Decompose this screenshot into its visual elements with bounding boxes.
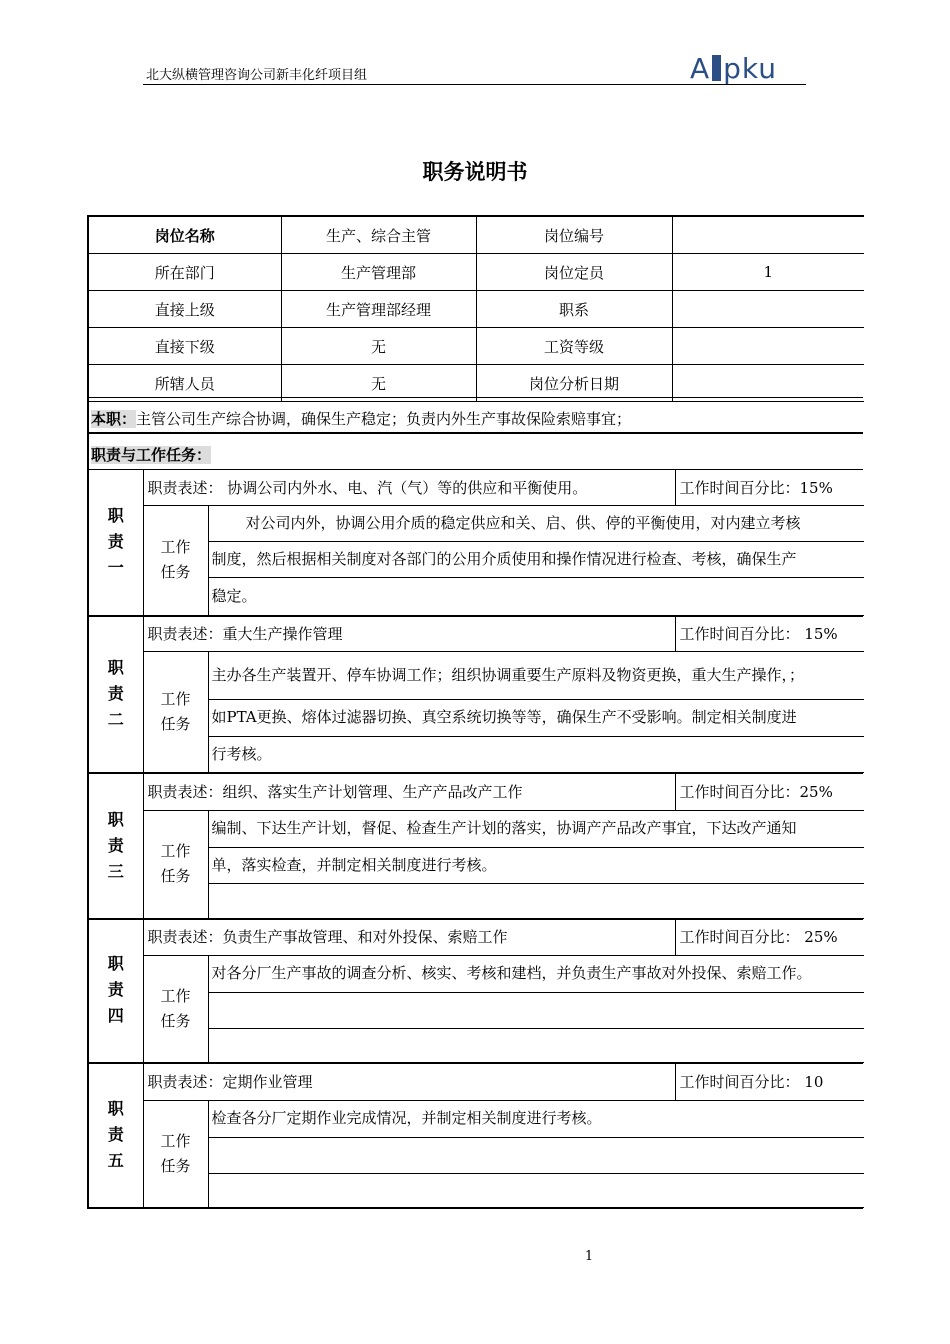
duty-time-percentage: 工作时间百分比： 25% (675, 919, 864, 955)
task-label: 工作 任务 (143, 505, 208, 615)
table-row (88, 651, 864, 699)
duty-description: 职责表述：负责生产事故管理、和对外投保、索赔工作 (143, 919, 675, 955)
task-line: 检查各分厂定期作业完成情况，并制定相关制度进行考核。 (208, 1100, 864, 1137)
task-line: 对各分厂生产事故的调查分析、核实、考核和建档，并负责生产事故对外投保、索赔工作。 (208, 955, 864, 992)
info-value (672, 328, 864, 365)
info-value: 生产管理部 (281, 254, 476, 291)
duty-description: 职责表述：重大生产操作管理 (143, 616, 675, 651)
task-line: 单，落实检查，并制定相关制度进行考核。 (208, 847, 864, 883)
task-line (208, 1028, 864, 1062)
task-line: 主办各生产装置开、停车协调工作；组织协调重要生产原料及物资更换，重大生产操作，； (208, 651, 864, 699)
info-value: 生产、综合主管 (281, 216, 476, 254)
duty-time-percentage: 工作时间百分比： 15% (675, 616, 864, 651)
summary-text: 主管公司生产综合协调，确保生产稳定；负责内外生产事故保险索赔事宜； (136, 410, 632, 428)
duty-block-3 (87, 774, 863, 920)
duty-description: 职责表述： 协调公司内外水、电、汽（气）等的供应和平衡使用。 (143, 470, 675, 505)
table-row (88, 919, 864, 955)
info-label: 所在部门 (88, 254, 281, 291)
task-line (208, 883, 864, 918)
info-value: 生产管理部经理 (281, 291, 476, 328)
duty-block-5 (87, 1064, 863, 1209)
duty-block-4 (87, 919, 863, 1064)
duty-time-percentage: 工作时间百分比：25% (675, 774, 864, 810)
task-line (208, 1137, 864, 1173)
duty-block-2 (87, 616, 863, 774)
info-value (672, 291, 864, 328)
duty-label: 职 责 一 (88, 470, 143, 615)
table-row (88, 505, 864, 541)
table-row (88, 616, 864, 651)
info-label: 工资等级 (476, 328, 672, 365)
info-value: 无 (281, 365, 476, 402)
info-value: 无 (281, 328, 476, 365)
info-label: 直接上级 (88, 291, 281, 328)
info-label: 岗位定员 (476, 254, 672, 291)
task-label: 工作 任务 (143, 651, 208, 772)
duties-heading (87, 434, 863, 470)
task-line: 编制、下达生产计划，督促、检查生产计划的落实，协调产产品改产事宜，下达改产通知 (208, 810, 864, 847)
table-row (88, 1064, 864, 1100)
position-info-table (87, 215, 864, 402)
page-number: 1 (584, 1249, 594, 1264)
duty-block-1 (87, 470, 863, 617)
table-row (88, 955, 864, 992)
info-label: 岗位编号 (476, 216, 672, 254)
info-label: 直接下级 (88, 328, 281, 365)
summary-label: 本职： (91, 410, 137, 428)
table-row (88, 216, 864, 254)
duty-description: 职责表述：定期作业管理 (143, 1064, 675, 1100)
task-label: 工作 任务 (143, 1100, 208, 1207)
info-label: 岗位分析日期 (476, 365, 672, 402)
duty-time-percentage: 工作时间百分比： 10 (675, 1064, 864, 1100)
info-label: 岗位名称 (88, 216, 281, 254)
task-line (208, 992, 864, 1028)
duty-label: 职 责 二 (88, 616, 143, 772)
duty-time-percentage: 工作时间百分比：15% (675, 470, 864, 505)
logo-mark-icon (712, 55, 721, 81)
table-row (88, 365, 864, 402)
table-row (88, 774, 864, 810)
logo-text-left: A (690, 52, 711, 85)
info-label: 所辖人员 (88, 365, 281, 402)
company-logo (690, 52, 777, 85)
task-line: 行考核。 (208, 736, 864, 772)
table-row (88, 1100, 864, 1137)
table-row (88, 291, 864, 328)
table-row (88, 810, 864, 847)
page-title: 职务说明书 (422, 160, 528, 184)
task-line: 制度，然后根据相关制度对各部门的公用介质使用和操作情况进行检查、考核，确保生产 (208, 541, 864, 577)
logo-text-right: pku (723, 52, 778, 85)
table-row (88, 254, 864, 291)
info-label: 职系 (476, 291, 672, 328)
task-line: 稳定。 (208, 577, 864, 615)
duty-label: 职 责 五 (88, 1064, 143, 1207)
task-line (208, 1173, 864, 1207)
task-label: 工作 任务 (143, 810, 208, 918)
job-summary (87, 397, 863, 434)
table-row (88, 328, 864, 365)
info-value (672, 216, 864, 254)
task-label: 工作 任务 (143, 955, 208, 1062)
header-company: 北大纵横管理咨询公司新丰化纤项目组 (146, 68, 368, 83)
task-line: 对公司内外，协调公用介质的稳定供应和关、启、供、停的平衡使用，对内建立考核 (208, 505, 864, 541)
info-value (672, 365, 864, 402)
duty-label: 职 责 四 (88, 919, 143, 1062)
duties-heading-text: 职责与工作任务： (91, 446, 212, 464)
task-line: 如PTA更换、熔体过滤器切换、真空系统切换等等，确保生产不受影响。制定相关制度进 (208, 699, 864, 736)
duty-label: 职 责 三 (88, 774, 143, 918)
info-value: 1 (672, 254, 864, 291)
duty-description: 职责表述：组织、落实生产计划管理、生产产品改产工作 (143, 774, 675, 810)
table-row (88, 470, 864, 505)
